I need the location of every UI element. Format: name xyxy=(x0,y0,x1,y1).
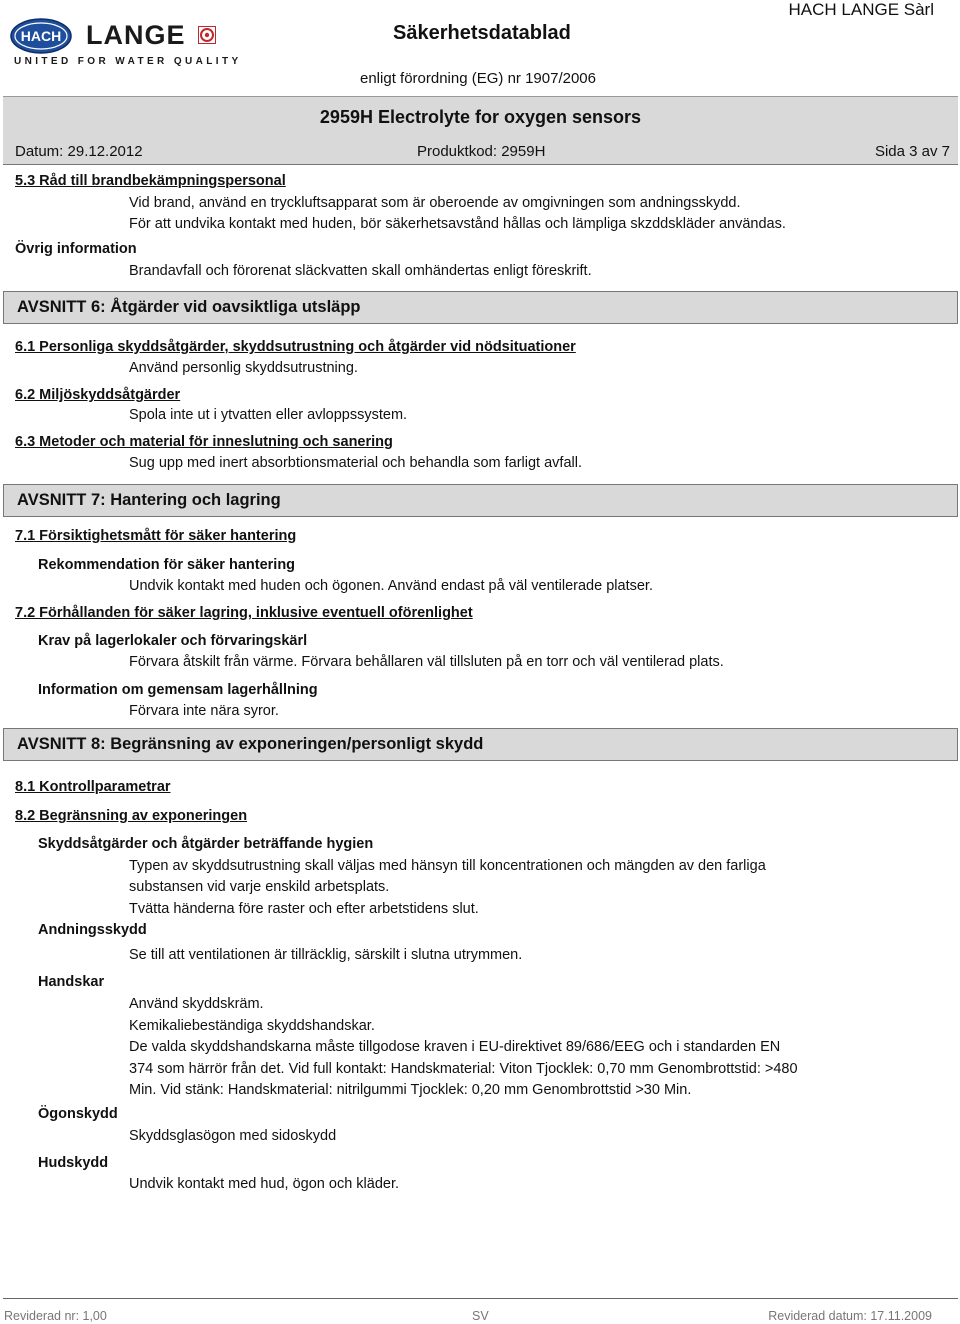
hygiene-measures-line: Tvätta händerna före raster och efter arbetstidens slut. xyxy=(129,901,479,917)
storage-requirements-label: Krav på lagerlokaler och förvaringskärl xyxy=(38,633,308,649)
firefighting-advice-line: Vid brand, använd en tryckluftsapparat som är oberoende av omgivningen som andningsskydd. xyxy=(129,195,741,211)
joint-storage-label: Information om gemensam lagerhållning xyxy=(38,682,318,698)
hand-protection-line: Använd skyddskräm. xyxy=(129,996,264,1012)
subsection-text-6-1: Använd personlig skyddsutrustning. xyxy=(129,360,358,376)
subsection-heading-8-2: 8.2 Begränsning av exponeringen xyxy=(15,808,248,824)
subsection-heading-6-2: 6.2 Miljöskyddsåtgärder xyxy=(15,387,181,403)
hand-protection-line: Kemikaliebeständiga skyddshandskar. xyxy=(129,1018,375,1034)
lange-mark-icon xyxy=(198,26,216,44)
eye-protection-label: Ögonskydd xyxy=(38,1106,118,1122)
firefighting-advice-line: För att undvika kontakt med huden, bör säkerhetsavstånd hållas och lämpliga skzddskläder användas. xyxy=(129,216,786,232)
safe-handling-label: Rekommendation för säker hantering xyxy=(38,557,296,573)
other-information-text: Brandavfall och förorenat släckvatten skall omhändertas enligt föreskrift. xyxy=(129,263,592,279)
subsection-heading-5-3: 5.3 Råd till brandbekämpningspersonal xyxy=(15,173,286,189)
footer-revision-date: Reviderad datum: 17.11.2009 xyxy=(768,1309,932,1323)
product-header-band xyxy=(3,96,958,165)
page-number: Sida 3 av 7 xyxy=(874,143,950,160)
hand-protection-line: De valda skyddshandskarna måste tillgodose kraven i EU-direktivet 89/686/EEG och i standarden EN xyxy=(129,1039,781,1055)
skin-protection-text: Undvik kontakt med hud, ögon och kläder. xyxy=(129,1176,400,1192)
hygiene-measures-line: Typen av skyddsutrustning skall väljas med hänsyn till koncentrationen och mängden av den farliga xyxy=(129,858,766,874)
hach-logo-text: HACH xyxy=(20,28,62,44)
hand-protection-line: Min. Vid stänk: Handskmaterial: nitrilgummi Tjocklek: 0,20 mm Genombrottstid >30 Min. xyxy=(129,1082,692,1098)
section-7-title: AVSNITT 7: Hantering och lagring xyxy=(17,491,281,509)
lange-wordmark: LANGE xyxy=(86,20,186,50)
hach-logo-icon xyxy=(10,18,72,54)
subsection-text-6-3: Sug upp med inert absorbtionsmaterial och behandla som farligt avfall. xyxy=(129,455,582,471)
subsection-heading-6-1: 6.1 Personliga skyddsåtgärder, skyddsutrustning och åtgärder vid nödsituationer xyxy=(15,339,576,355)
product-code: Produktkod: 2959H xyxy=(417,143,546,160)
subsection-heading-8-1: 8.1 Kontrollparametrar xyxy=(15,779,171,795)
subsection-heading-7-1: 7.1 Försiktighetsmått för säker hantering xyxy=(15,528,297,544)
company-name: HACH LANGE Sàrl xyxy=(788,0,934,19)
subsection-text-6-2: Spola inte ut i ytvatten eller avloppssystem. xyxy=(129,407,408,423)
product-name: 2959H Electrolyte for oxygen sensors xyxy=(319,107,642,127)
logo-tagline: UNITED FOR WATER QUALITY xyxy=(14,56,242,67)
footer-revision-number: Reviderad nr: 1,00 xyxy=(4,1309,107,1323)
joint-storage-text: Förvara inte nära syror. xyxy=(129,703,279,719)
section-8-title: AVSNITT 8: Begränsning av exponeringen/personligt skydd xyxy=(17,735,484,753)
hygiene-measures-line: substansen vid varje enskild arbetsplats. xyxy=(129,879,390,895)
hach-lange-logo xyxy=(10,16,242,76)
eye-protection-text: Skyddsglasögon med sidoskydd xyxy=(129,1128,337,1144)
other-information-label: Övrig information xyxy=(15,241,137,257)
respiratory-protection-text: Se till att ventilationen är tillräcklig, särskilt i slutna utrymmen. xyxy=(129,947,523,963)
regulation-reference: enligt förordning (EG) nr 1907/2006 xyxy=(360,70,596,87)
document-date: Datum: 29.12.2012 xyxy=(15,143,143,160)
hygiene-measures-label: Skyddsåtgärder och åtgärder beträffande hygien xyxy=(38,836,374,852)
section-7-header xyxy=(3,484,958,517)
footer-divider xyxy=(3,1298,958,1299)
subsection-heading-6-3: 6.3 Metoder och material för inneslutning och sanering xyxy=(15,434,393,450)
respiratory-protection-label: Andningsskydd xyxy=(38,922,147,938)
safe-handling-text: Undvik kontakt med huden och ögonen. Använd endast på väl ventilerade platser. xyxy=(129,578,653,594)
hand-protection-label: Handskar xyxy=(38,974,105,990)
section-6-title: AVSNITT 6: Åtgärder vid oavsiktliga utsläpp xyxy=(17,298,361,316)
hand-protection-line: 374 som härrör från det. Vid full kontakt: Handskmaterial: Viton Tjocklek: 0,70 mm Genombrottstid: >480 xyxy=(129,1061,798,1077)
footer-language: SV xyxy=(472,1309,489,1323)
section-8-header xyxy=(3,728,958,761)
section-6-header xyxy=(3,291,958,324)
storage-requirements-text: Förvara åtskilt från värme. Förvara behållaren väl tillsluten på en torr och väl ventilerad plats. xyxy=(129,654,724,670)
skin-protection-label: Hudskydd xyxy=(38,1155,109,1171)
document-title: Säkerhetsdatablad xyxy=(393,22,571,44)
subsection-heading-7-2: 7.2 Förhållanden för säker lagring, inklusive eventuell oförenlighet xyxy=(15,605,473,621)
